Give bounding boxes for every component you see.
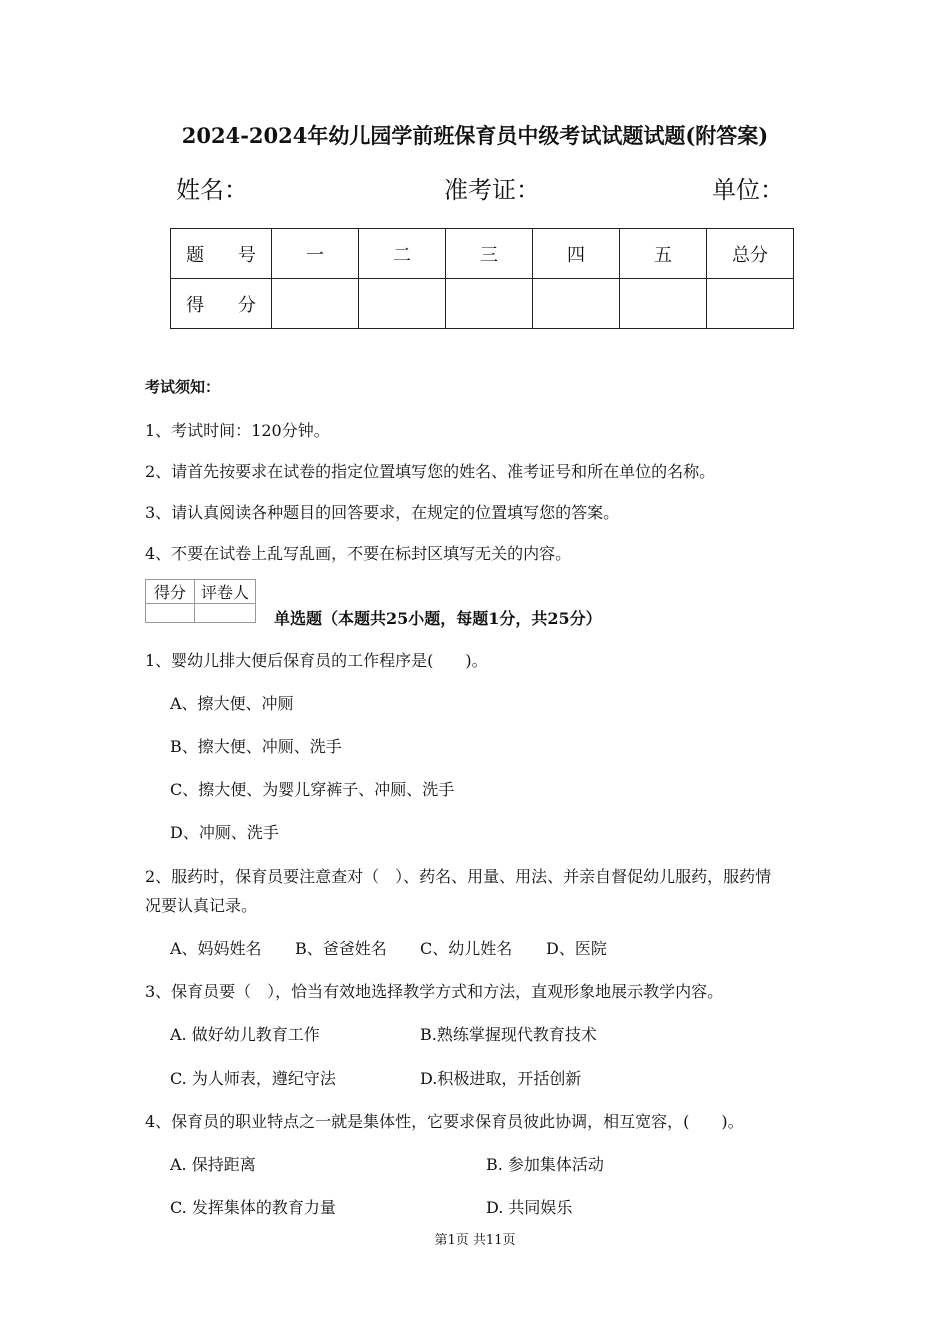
question-option: B、擦大便、冲厕、洗手 xyxy=(170,737,342,756)
question-option: C、幼儿姓名 xyxy=(420,939,513,958)
question-option: D.积极进取，开括创新 xyxy=(420,1069,582,1088)
question-stem: 3、保育员要（ ），恰当有效地选择教学方式和方法，直观形象地展示教学内容。 xyxy=(145,982,724,1001)
score-cell xyxy=(620,279,707,329)
score-table-header-row xyxy=(171,229,794,279)
question-option: C. 发挥集体的教育力量 xyxy=(170,1198,336,1217)
question-option: C、擦大便、为婴儿穿裤子、冲厕、洗手 xyxy=(170,780,455,799)
exam-id-field-label: 准考证： xyxy=(444,176,540,204)
question-option: B、爸爸姓名 xyxy=(295,939,387,958)
score-table-header-cell: 五 xyxy=(620,229,707,279)
score-cell xyxy=(359,279,446,329)
grader-name-label: 评卷人 xyxy=(195,580,256,604)
notice-item: 2、请首先按要求在试卷的指定位置填写您的姓名、准考证号和所在单位的名称。 xyxy=(145,462,716,481)
question-stem-continued: 况要认真记录。 xyxy=(145,896,258,915)
question-option: A. 保持距离 xyxy=(170,1155,256,1174)
question-option: D、冲厕、洗手 xyxy=(170,823,279,842)
score-table-header-cell: 四 xyxy=(533,229,620,279)
score-cell xyxy=(707,279,794,329)
question-option: A、擦大便、冲厕 xyxy=(170,694,294,713)
document-title: 2024-2024年幼儿园学前班保育员中级考试试题试题(附答案) xyxy=(181,123,769,148)
question-option: B. 参加集体活动 xyxy=(486,1155,604,1174)
score-cell xyxy=(533,279,620,329)
score-table-header-cell: 三 xyxy=(446,229,533,279)
score-table-header-cell: 一 xyxy=(272,229,359,279)
question-stem: 4、保育员的职业特点之一就是集体性，它要求保育员彼此协调，相互宽容，( )。 xyxy=(145,1112,744,1131)
score-table-header-cell: 题 号 xyxy=(171,229,272,279)
grader-name-cell xyxy=(195,604,256,623)
unit-field-label: 单位： xyxy=(712,176,784,204)
page-footer: 第1页 共11页 xyxy=(434,1233,516,1248)
score-cell xyxy=(446,279,533,329)
question-option: A、妈妈姓名 xyxy=(170,939,262,958)
grader-score-cell xyxy=(146,604,195,623)
score-table-header-cell: 总分 xyxy=(707,229,794,279)
section-title: 单选题（本题共25小题，每题1分，共25分） xyxy=(274,609,602,628)
notice-item: 3、请认真阅读各种题目的回答要求，在规定的位置填写您的答案。 xyxy=(145,503,620,522)
name-field-label: 姓名： xyxy=(176,176,248,204)
grader-score-label: 得分 xyxy=(146,580,195,604)
question-stem: 1、婴幼儿排大便后保育员的工作程序是( )。 xyxy=(145,651,488,670)
grader-box xyxy=(145,579,256,623)
notice-heading: 考试须知： xyxy=(145,378,221,396)
score-table-score-row xyxy=(171,279,794,329)
question-option: D. 共同娱乐 xyxy=(486,1198,573,1217)
question-option: A. 做好幼儿教育工作 xyxy=(170,1025,320,1044)
question-option: B.熟练掌握现代教育技术 xyxy=(420,1025,597,1044)
question-stem: 2、服药时，保育员要注意查对（ ）、药名、用量、用法、并亲自督促幼儿服药，服药情 xyxy=(145,867,772,886)
notice-item: 1、考试时间：120分钟。 xyxy=(145,421,330,440)
question-option: D、医院 xyxy=(546,939,607,958)
notice-item: 4、不要在试卷上乱写乱画，不要在标封区填写无关的内容。 xyxy=(145,544,572,563)
score-table xyxy=(170,228,794,329)
score-table-row-label: 得 分 xyxy=(171,279,272,329)
question-option: C. 为人师表，遵纪守法 xyxy=(170,1069,336,1088)
score-table-header-cell: 二 xyxy=(359,229,446,279)
score-cell xyxy=(272,279,359,329)
